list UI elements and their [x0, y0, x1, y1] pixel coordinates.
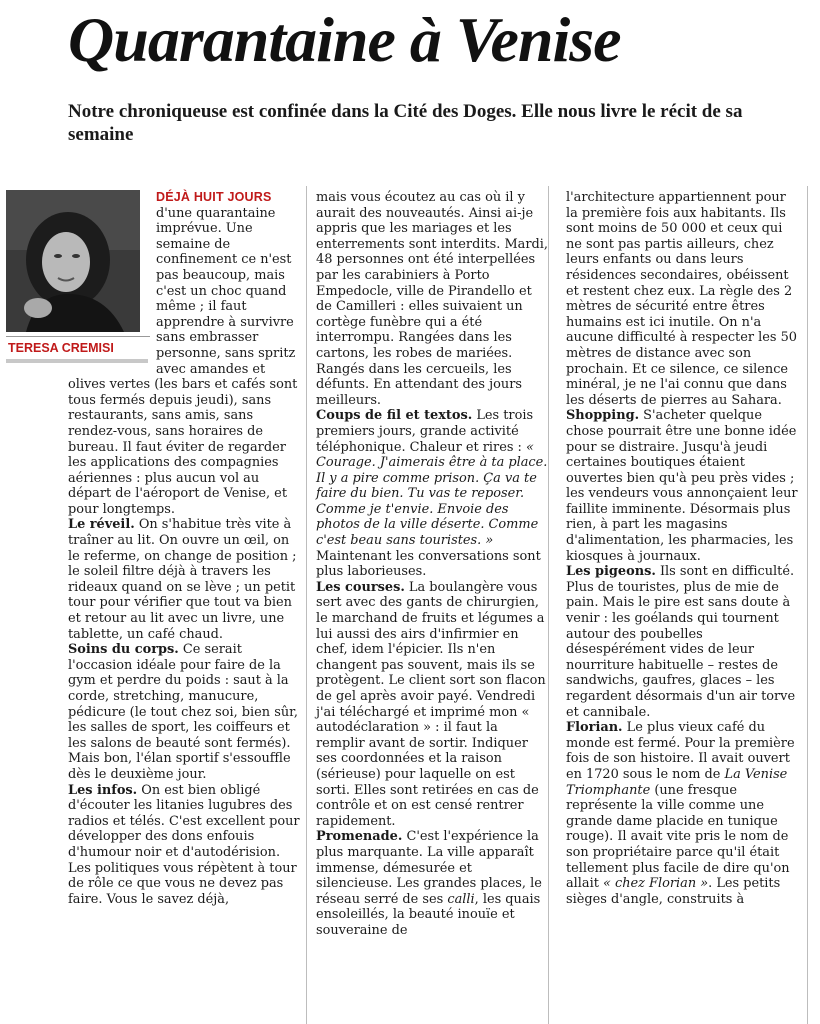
paragraph-text: mais vous écoutez au cas où il y aurait des nouveautés. Ainsi ai-je appris que les mariages et les enterrements sont interdits. Mardi, 48 personnes ont été interpellées par les carabiniers à Porto Empedocle, ville de Pirandello et de Camilleri : elles suivaient un cortège funèbre qui a été interrompu. Rangées dans les cartons, les robes de mariées. Rangés dans les cercueils, les défunts. En attendant des jours meilleurs.: [316, 190, 548, 408]
paragraph-text: La boulangère vous sert avec des gants de chirurgien, le marchand de fruits et légumes a lui aussi des airs d'infirmier en chef, idem l'épicier. Ils n'en changent pas souvent, mais ils se protègent. Le client sort son flacon de gel après avoir payé. Vendredi j'ai téléchargé et imprimé mon « autodéclaration » : il faut la remplir avant de sortir. Indiquer ses coordonnées et la raison (sérieuse) pour laquelle on est sorti. Elles sont retirées en cas de contrôle et on est censé rentrer rapidement.: [316, 579, 546, 829]
section-heading: Le réveil.: [68, 517, 135, 533]
column-rule: [807, 186, 808, 1024]
paragraph-text: S'acheter quelque chose pourrait être une bonne idée pour se distraire. Jusqu'à jeudi certaines boutiques étaient ouvertes bien qu'à peu près vides ; les vendeurs vous annonçaient leur faillite imminente. Désormais plus rien, à part les magasins d'alimentation, les pharmacies, les kiosques à journaux.: [566, 408, 798, 564]
column-rule: [306, 186, 307, 1024]
paragraph-text: (une fresque représente la ville comme une grande dame placide en tunique rouge). Il avait vite pris le nom de son propriétaire parce qu'il était tellement plus facile de dire qu'on allait: [566, 782, 790, 892]
section-heading: Florian.: [566, 720, 623, 736]
paragraph-text: On s'habitue très vite à traîner au lit. On ouvre un œil, on le referme, on change de position ; le soleil filtre déjà à travers les rideaux quand on se lève ; un petit tour pour vérifier que tout va bien et retour au lit avec un livre, une tablette, un café chaud.: [68, 517, 297, 642]
paragraph-text: Ce serait l'occasion idéale pour faire de la gym et perdre du poids : saut à la corde, stretching, manucure, pédicure (le tout chez soi, bien sûr, les salles de sport, les coiffeurs et les salons de beauté sont fermés). Mais bon, l'élan sportif s'essouffle dès le deuxième jour.: [68, 642, 298, 782]
paragraph-text: d'une quarantaine imprévue. Une semaine de confinement ce n'est pas beaucoup, mais c'est un choc quand même ; il faut apprendre à survivre sans embrasser personne, sans spritz avec amandes et olives vertes (les bars et cafés sont tous fermés depuis jeudi), sans restaurants, sans amis, sans rendez-vous, sans horaires de bureau. Il faut éviter de regarder les applications des compagnies aériennes : plus aucun vol au départ de l'aéroport de Venise, et pour longtemps.: [68, 205, 298, 517]
paragraph-text: C'est l'expérience la plus marquante. La ville apparaît immense, démesurée et silencieuse. Les grandes places, le réseau serré de ses: [316, 829, 542, 907]
column-rule: [548, 186, 549, 1024]
section-heading: Promenade.: [316, 829, 403, 845]
section-heading: Les pigeons.: [566, 564, 656, 580]
paragraph-text: Les trois premiers jours, grande activité téléphonique. Chaleur et rires :: [316, 408, 534, 455]
column-1: [8, 190, 300, 907]
paragraph-text: , les quais ensoleillés, la beauté inouïe et souveraine de: [316, 891, 541, 938]
column-2: [316, 190, 548, 939]
author-portrait-block: [6, 190, 148, 368]
paragraph-text: Le plus vieux café du monde est fermé. Pour la première fois de son histoire. Il avait ouvert en 1720 sous le nom de: [566, 720, 795, 782]
author-byline: TERESA CREMISI: [6, 336, 150, 359]
section-heading: Les infos.: [68, 782, 138, 798]
italic-title: La Venise Triomphante: [566, 766, 788, 798]
paragraph-text: Ils sont en difficulté. Plus de touristes, plus de mie de pain. Mais le pire est sans doute à venir : les goélands qui tournent autour des poubelles désespérément vides de leur nourriture habituelle – restes de sandwichs, gaufres, glaces – les regardent désormais d'un air torve et cannibale.: [566, 564, 796, 720]
article-subtitle: Notre chroniqueuse est confinée dans la Cité des Doges. Elle nous livre le récit de sa semaine: [68, 101, 743, 145]
lead-kicker: DÉJÀ HUIT JOURS: [156, 190, 272, 204]
article-title: Quarantaine à Venise: [68, 4, 621, 75]
byline-shade: [6, 359, 148, 363]
quote-text: « Courage. J'aimerais être à ta place. Il y a pire comme prison. Ça va te faire du bien. Tu vas te reposer. Comme je t'envie. Envoie des photos de la ville déserte. Comme c'est beau sans touristes. »: [316, 439, 548, 549]
section-heading: Soins du corps.: [68, 642, 179, 658]
column-3: [566, 190, 798, 907]
paragraph-text: . Les petits sièges d'angle, construits à: [566, 876, 781, 907]
portrait-image: [6, 190, 140, 332]
quote-text: « chez Florian »: [603, 876, 709, 892]
paragraph-text: On est bien obligé d'écouter les litanies lugubres des radios et télés. C'est excellent pour développer des dons enfouis d'humour noir et d'autodérision. Les politiques vous répètent à tour de rôle ce que vous ne devez pas faire. Vous le savez déjà,: [68, 782, 300, 907]
paragraph-text: Maintenant les conversations sont plus laborieuses.: [316, 548, 541, 580]
section-heading: Coups de fil et textos.: [316, 408, 473, 424]
author-photo: [6, 190, 140, 332]
section-heading: Shopping.: [566, 408, 640, 424]
section-heading: Les courses.: [316, 579, 405, 595]
paragraph-text: l'architecture appartiennent pour la première fois aux habitants. Ils sont moins de 50 000 et ceux qui ne sont pas partis ailleurs, chez leurs enfants ou dans leurs résidences secondaires, obéissent et restent chez eux. La règle des 2 mètres de sécurité entre êtres humains est ici inutile. On n'a aucune difficulté à respecter les 50 mètres de distance avec son prochain. Et ce silence, ce silence minéral, je ne l'ai connu que dans les déserts de pierres au Sahara.: [566, 190, 797, 408]
italic-word: calli: [447, 891, 475, 907]
